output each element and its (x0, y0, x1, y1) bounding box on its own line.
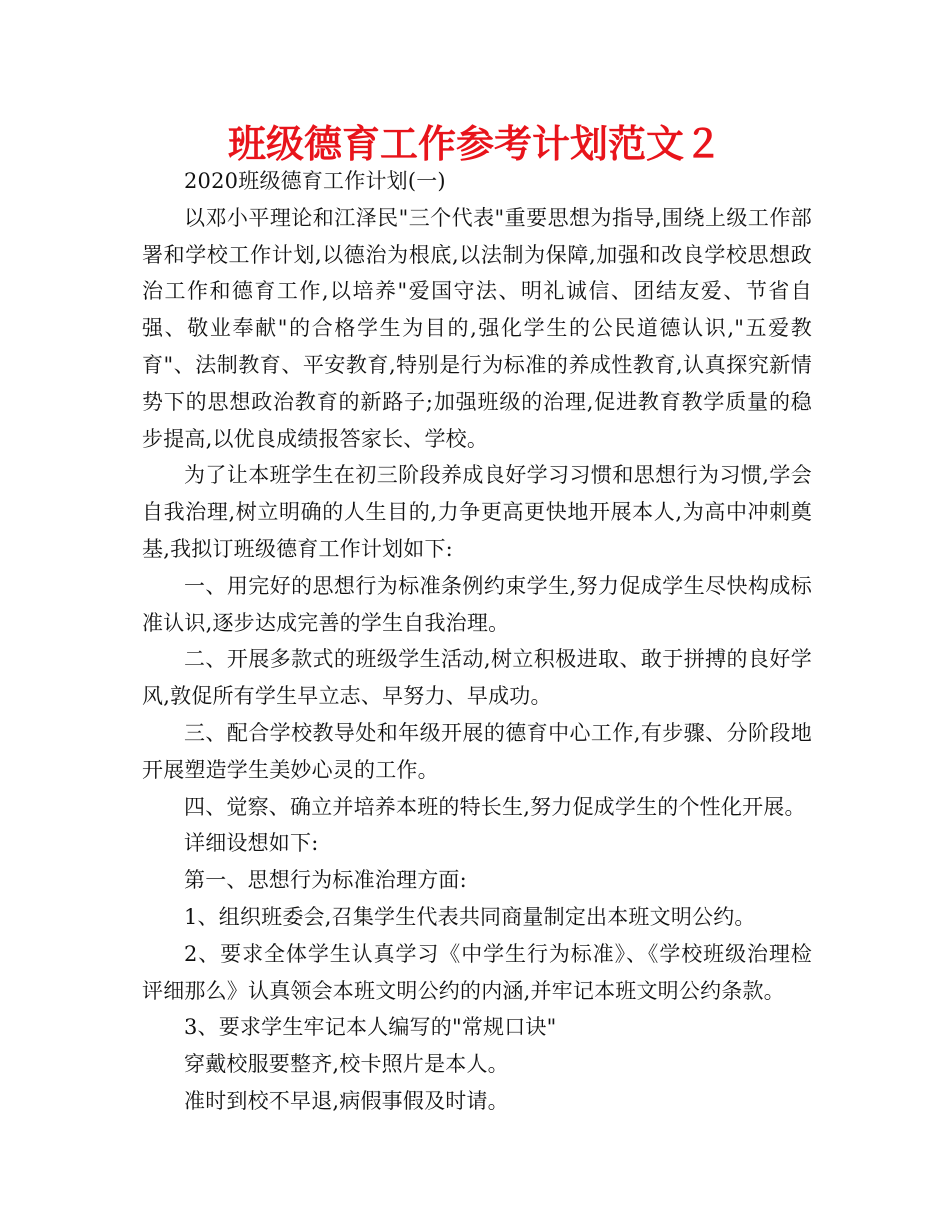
document-title: 班级德育工作参考计划范文２ (227, 122, 722, 166)
paragraph-goal-two: 二、开展多款式的班级学生活动,树立积极进取、敢于拼搏的良好学风,敦促所有学生早立志、早努力、早成功。 (142, 647, 812, 709)
paragraph-plan-intro: 为了让本班学生在初三阶段养成良好学习习惯和思想行为习惯,学会自我治理,树立明确的人生目的,力争更高更快地开展本人,为高中冲刺奠基,我拟订班级德育工作计划如下: (142, 463, 812, 561)
paragraph-rhyme-line-one: 穿戴校服要整齐,校卡照片是本人。 (184, 1052, 509, 1077)
paragraph-item-two: 2、要求全体学生认真学习《中学生行为标准》、《学校班级治理检评细那么》认真领会本班文明公约的内涵,并牢记本班文明公约条款。 (142, 941, 812, 1003)
paragraph-goal-four: 四、觉察、确立并培养本班的特长生,努力促成学生的个性化开展。 (184, 794, 806, 819)
paragraph-plan-heading: 2020班级德育工作计划(一) (184, 169, 446, 193)
paragraph-section-one-heading: 第一、思想行为标准治理方面: (184, 868, 467, 893)
paragraph-details-heading: 详细设想如下: (184, 831, 319, 856)
paragraph-item-three: 3、要求学生牢记本人编写的"常规口诀" (184, 1015, 557, 1040)
paragraph-item-one: 1、组织班委会,召集学生代表共同商量制定出本班文明公约。 (184, 904, 756, 929)
document-body (142, 163, 812, 1120)
paragraph-guiding-ideology: 以邓小平理论和江泽民"三个代表"重要思想为指导,围绕上级工作部署和学校工作计划,以德治为根底,以法制为保障,加强和改良学校思想政治工作和德育工作,以培养"爱国守法、明礼诚信、团结友爱、节省自强、敬业奉献"的合格学生为目的,强化学生的公民道德认识,"五爱教育"、法制教育、平安教育,特别是行为标准的养成性教育,认真探究新情势下的思想政治教育的新路子;加强班级的治理,促进教育教学质量的稳步提高,以优良成绩报答家长、学校。 (142, 205, 812, 451)
paragraph-goal-one: 一、用完好的思想行为标准条例约束学生,努力促成学生尽快构成标准认识,逐步达成完善的学生自我治理。 (142, 573, 812, 635)
paragraph-rhyme-line-two: 准时到校不早退,病假事假及时请。 (184, 1088, 509, 1113)
paragraph-goal-three: 三、配合学校教导处和年级开展的德育中心工作,有步骤、分阶段地开展塑造学生美妙心灵的工作。 (142, 720, 812, 782)
